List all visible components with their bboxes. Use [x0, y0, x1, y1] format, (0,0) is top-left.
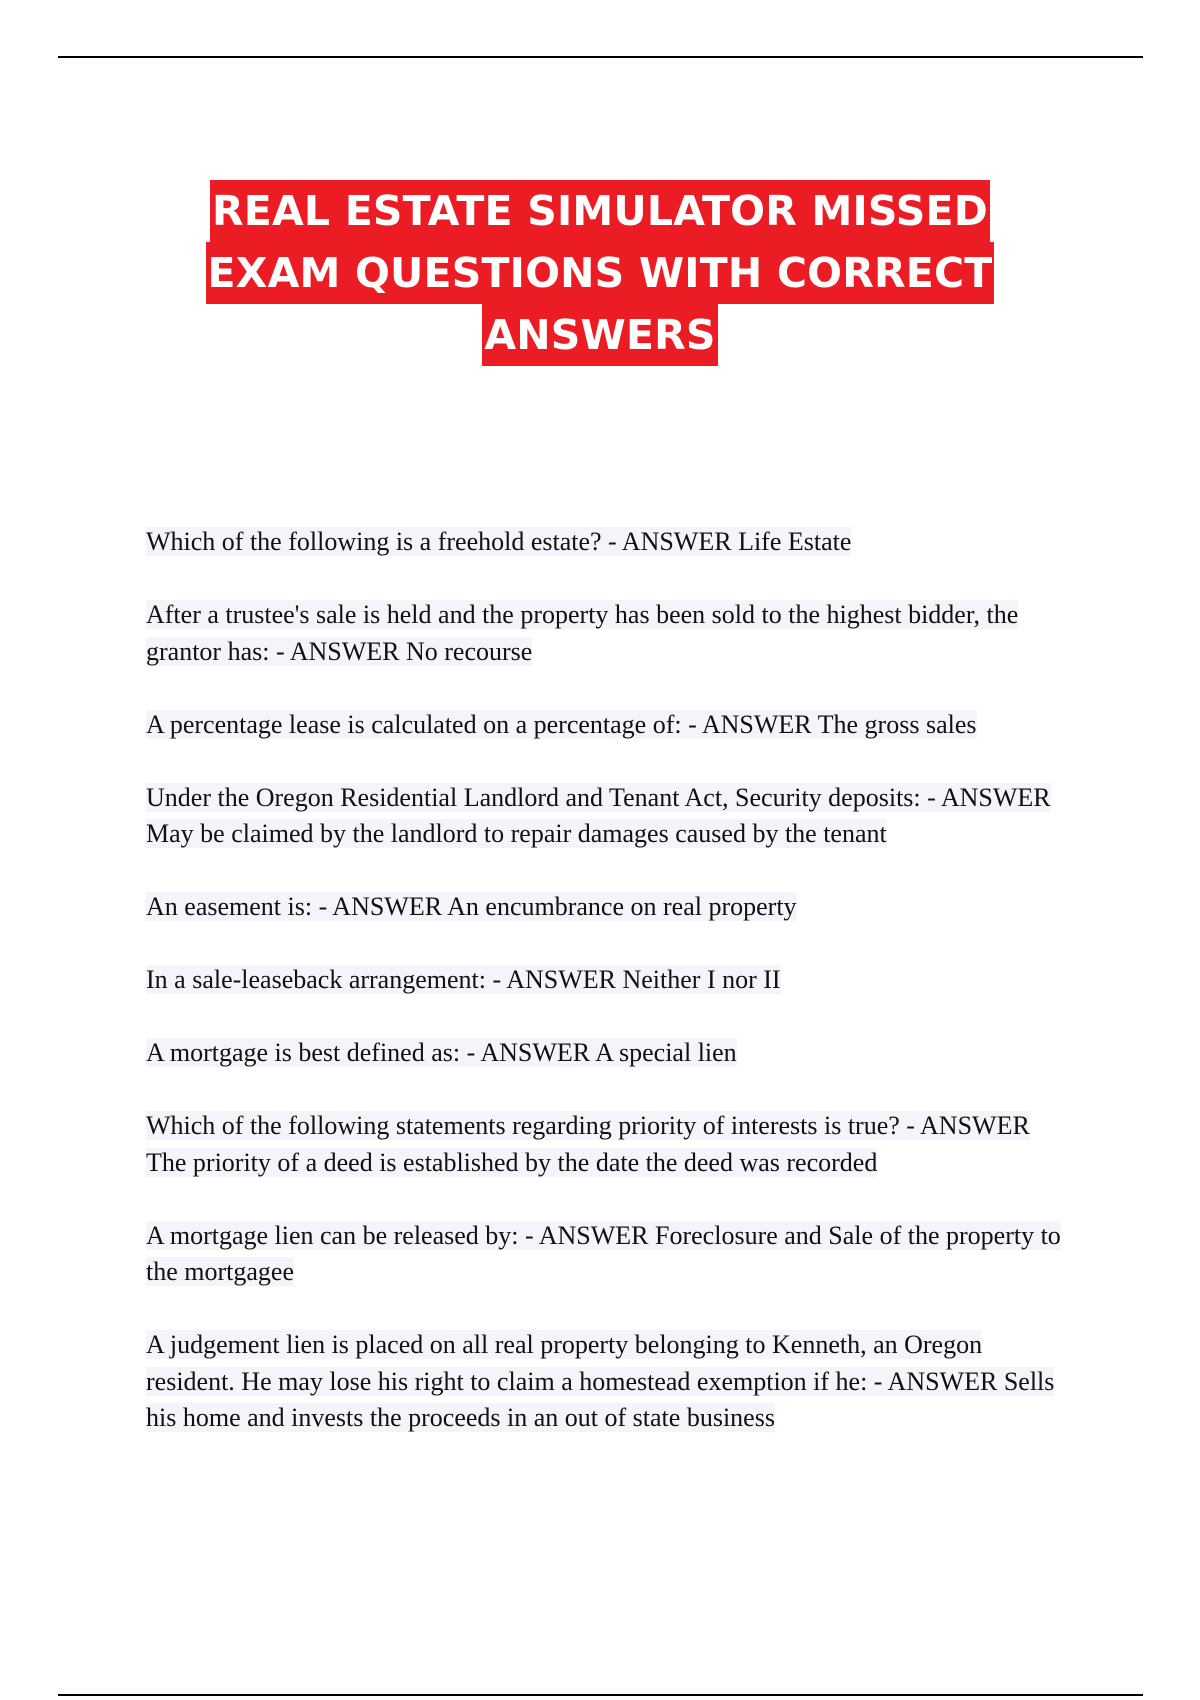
question-text: A mortgage lien can be released by: -: [146, 1220, 539, 1250]
qa-item-5: [146, 889, 1076, 926]
answer-text: ANSWER A special lien: [480, 1038, 737, 1067]
question-text: A percentage lease is calculated on a percentage of: -: [146, 709, 702, 739]
answer-text: ANSWER Sells his home and invests the proceeds in an out of state business: [146, 1366, 1055, 1432]
question-text: Under the Oregon Residential Landlord and Tenant Act, Security deposits: -: [146, 782, 941, 812]
answer-text: ANSWER Foreclosure and Sale of the property to the mortgagee: [146, 1220, 1061, 1286]
qa-item-2: [146, 597, 1076, 670]
qa-item-9: [146, 1218, 1076, 1291]
answer-text: ANSWER The gross sales: [701, 709, 977, 739]
qa-item-10: [146, 1327, 1076, 1437]
answer-text: ANSWER An encumbrance on real property: [332, 892, 797, 921]
question-text: In a sale-leaseback arrangement: -: [146, 965, 507, 994]
bottom-rule: [58, 1694, 1143, 1696]
question-text: After a trustee's sale is held and the property has been sold to the highest bidder, the grantor has: -: [146, 600, 1019, 666]
qa-list: [146, 524, 1076, 1473]
qa-item-8: [146, 1108, 1076, 1181]
qa-item-4: [146, 780, 1076, 853]
qa-item-6: [146, 962, 1076, 999]
question-text: Which of the following statements regarding priority of interests is true? -: [146, 1111, 921, 1140]
qa-item-3: [146, 707, 1076, 744]
qa-item-1: [146, 524, 1076, 561]
question-text: A mortgage is best defined as: -: [146, 1038, 481, 1067]
question-text: Which of the following is a freehold estate? -: [146, 527, 622, 556]
question-text: A judgement lien is placed on all real property belonging to Kenneth, an Oregon resident. He may lose his right to claim a homestead exemption if he: -: [146, 1330, 983, 1396]
title-banner: [0, 180, 1200, 366]
answer-text: ANSWER Neither I nor II: [506, 965, 781, 994]
top-rule: [58, 56, 1143, 58]
question-text: An easement is: -: [146, 892, 333, 921]
qa-item-7: [146, 1035, 1076, 1072]
title-line-2: EXAM QUESTIONS WITH CORRECT: [206, 242, 995, 304]
answer-text: ANSWER No recourse: [289, 636, 533, 666]
answer-text: ANSWER The priority of a deed is established by the date the deed was recorded: [146, 1111, 1030, 1177]
answer-text: ANSWER Life Estate: [621, 527, 852, 556]
answer-text: ANSWER May be claimed by the landlord to repair damages caused by the tenant: [146, 782, 1051, 848]
title-line-1: REAL ESTATE SIMULATOR MISSED: [210, 180, 990, 242]
title-line-3: ANSWERS: [482, 304, 717, 366]
